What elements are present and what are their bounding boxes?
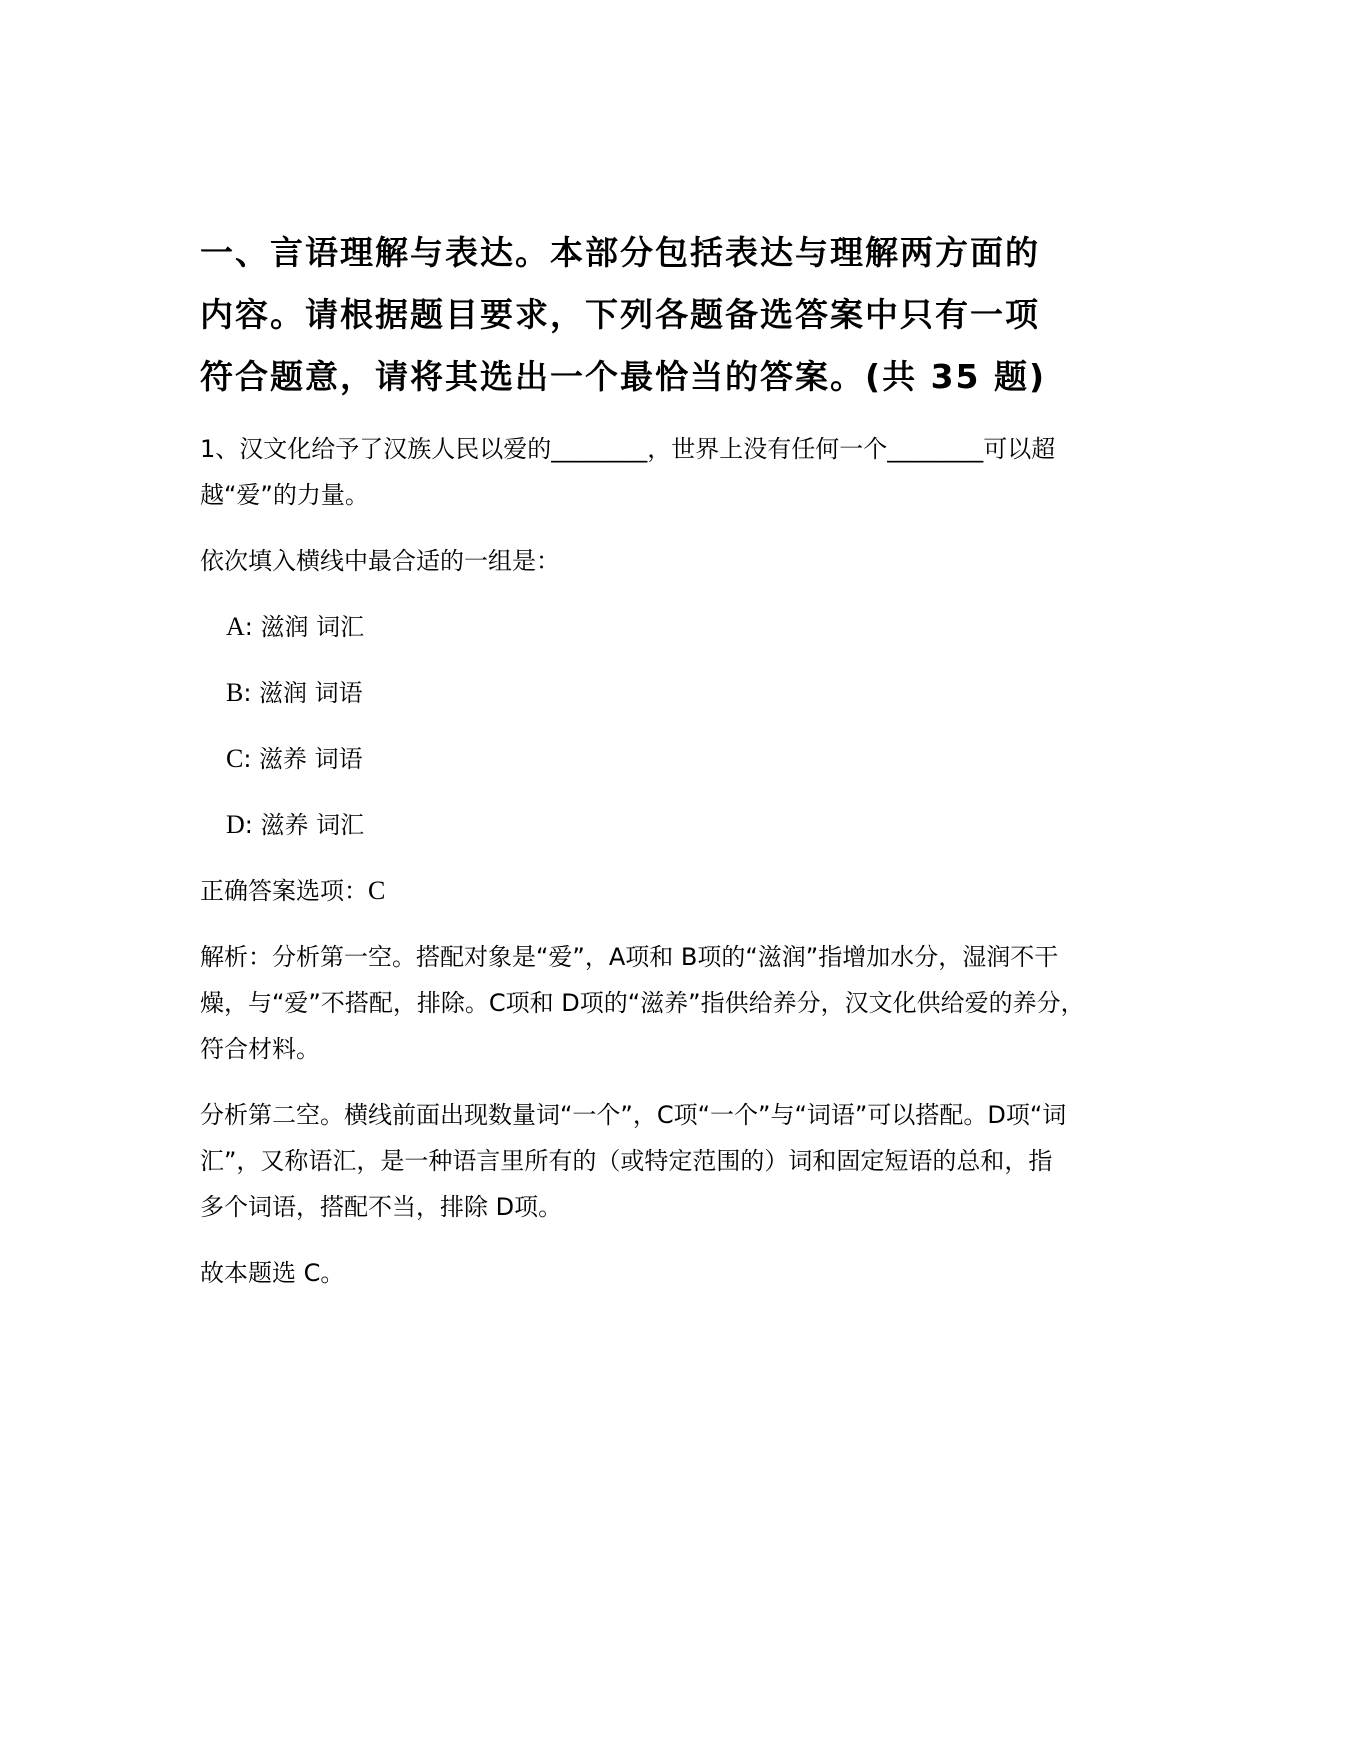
analysis-line: 分析第二空。横线前面出现数量词“一个”，C项“一个”与“词语”可以搭配。D项“词 (200, 1101, 1067, 1129)
option-letter: C (226, 744, 244, 773)
option-b (200, 670, 1160, 716)
analysis-line: 解析：分析第一空。搭配对象是“爱”，A项和 B项的“滋润”指增加水分，湿润不干 (200, 943, 1059, 971)
section-heading-line: 一、言语理解与表达。本部分包括表达与理解两方面的 (200, 233, 1040, 272)
analysis-line: 多个词语，搭配不当，排除 D项。 (200, 1193, 563, 1221)
analysis-line: 燥，与“爱”不搭配，排除。C项和 D项的“滋养”指供给养分，汉文化供给爱的养分， (200, 989, 1085, 1017)
answer-options (200, 604, 1160, 848)
analysis-line: 符合材料。 (200, 1035, 320, 1063)
option-text: : 滋养 词语 (243, 745, 363, 773)
option-c (200, 736, 1160, 782)
analysis-paragraph-2 (200, 1092, 1160, 1230)
option-a (200, 604, 1160, 650)
correct-answer (200, 868, 1160, 914)
analysis-conclusion: 故本题选 C。 (200, 1259, 345, 1287)
option-text: : 滋润 词汇 (244, 613, 365, 641)
correct-answer-label: 正确答案选项： (200, 877, 368, 905)
option-text: : 滋养 词汇 (244, 811, 365, 839)
correct-answer-value: C (368, 876, 386, 905)
option-text: : 滋润 词语 (243, 679, 363, 707)
section-heading-line: 符合题意，请将其选出一个最恰当的答案。(共 35 题) (200, 357, 1047, 396)
option-letter: B (226, 678, 244, 707)
section-heading (200, 222, 1160, 408)
question-instruction: 依次填入横线中最合适的一组是： (200, 547, 560, 575)
section-heading-line: 内容。请根据题目要求，下列各题备选答案中只有一项 (200, 295, 1040, 334)
question-text-line: 越“爱”的力量。 (200, 481, 369, 509)
question-text (200, 426, 1160, 518)
analysis-line: 汇”，又称语汇，是一种语言里所有的（或特定范围的）词和固定短语的总和，指 (200, 1147, 1053, 1175)
option-letter: D (226, 810, 245, 839)
analysis-paragraph-1 (200, 934, 1160, 1072)
question-text-line: 1、汉文化给予了汉族人民以爱的________，世界上没有任何一个________可以超 (200, 435, 1056, 463)
document-page (200, 222, 1160, 1296)
option-letter: A (226, 612, 245, 641)
option-d (200, 802, 1160, 848)
